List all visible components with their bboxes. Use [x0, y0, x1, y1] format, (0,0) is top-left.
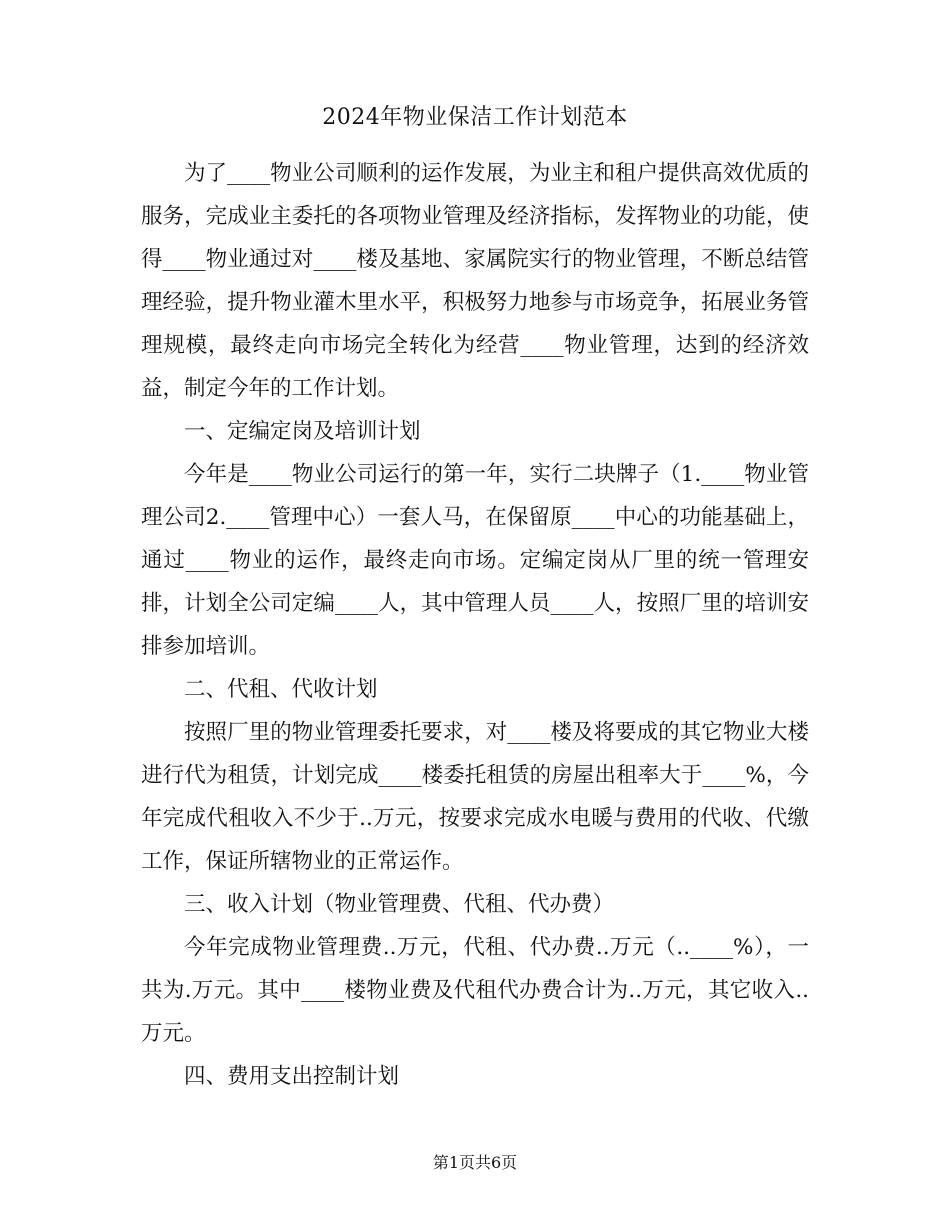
intro-paragraph: 为了____物业公司顺利的运作发展，为业主和租户提供高效优质的服务，完成业主委托的各项物业管理及经济指标，发挥物业的功能，使得____物业通过对____楼及基地、家属院实行的物业管理，不断总结管理经验，提升物业灌木里水平，积极努力地参与市场竞争，拓展业务管理规模，最终走向市场完全转化为经营____物业管理，达到的经济效益，制定今年的工作计划。: [141, 161, 809, 401]
section-heading-income: 三、收入计划（物业管理费、代租、代办费）: [184, 892, 615, 917]
page-number-footer: 第1页共6页: [432, 1153, 518, 1172]
staffing-paragraph: 今年是____物业公司运行的第一年，实行二块牌子（1.____物业管理公司2.____管理中心）一套人马，在保留原____中心的功能基础上，通过____物业的运作，最终走向市场。定编定岗从厂里的统一管理安排，计划全公司定编____人，其中管理人员____人，按照厂里的培训安排参加培训。: [141, 462, 809, 659]
document-title: 2024年物业保洁工作计划范本: [322, 105, 628, 130]
section-heading-leasing: 二、代租、代收计划: [184, 677, 378, 702]
leasing-paragraph: 按照厂里的物业管理委托要求，对____楼及将要成的其它物业大楼进行代为租赁，计划完成____楼委托租赁的房屋出租率大于____%，今年完成代租收入不少于..万元，按要求完成水电暖与费用的代收、代缴工作，保证所辖物业的正常运作。: [141, 720, 809, 874]
section-heading-staffing: 一、定编定岗及培训计划: [184, 419, 421, 444]
income-paragraph: 今年完成物业管理费..万元，代租、代办费..万元（..____%），一共为.万元。其中____楼物业费及代租代办费合计为..万元，其它收入..万元。: [141, 935, 809, 1046]
section-heading-expenses: 四、费用支出控制计划: [184, 1064, 400, 1089]
document-body: [141, 152, 809, 1098]
